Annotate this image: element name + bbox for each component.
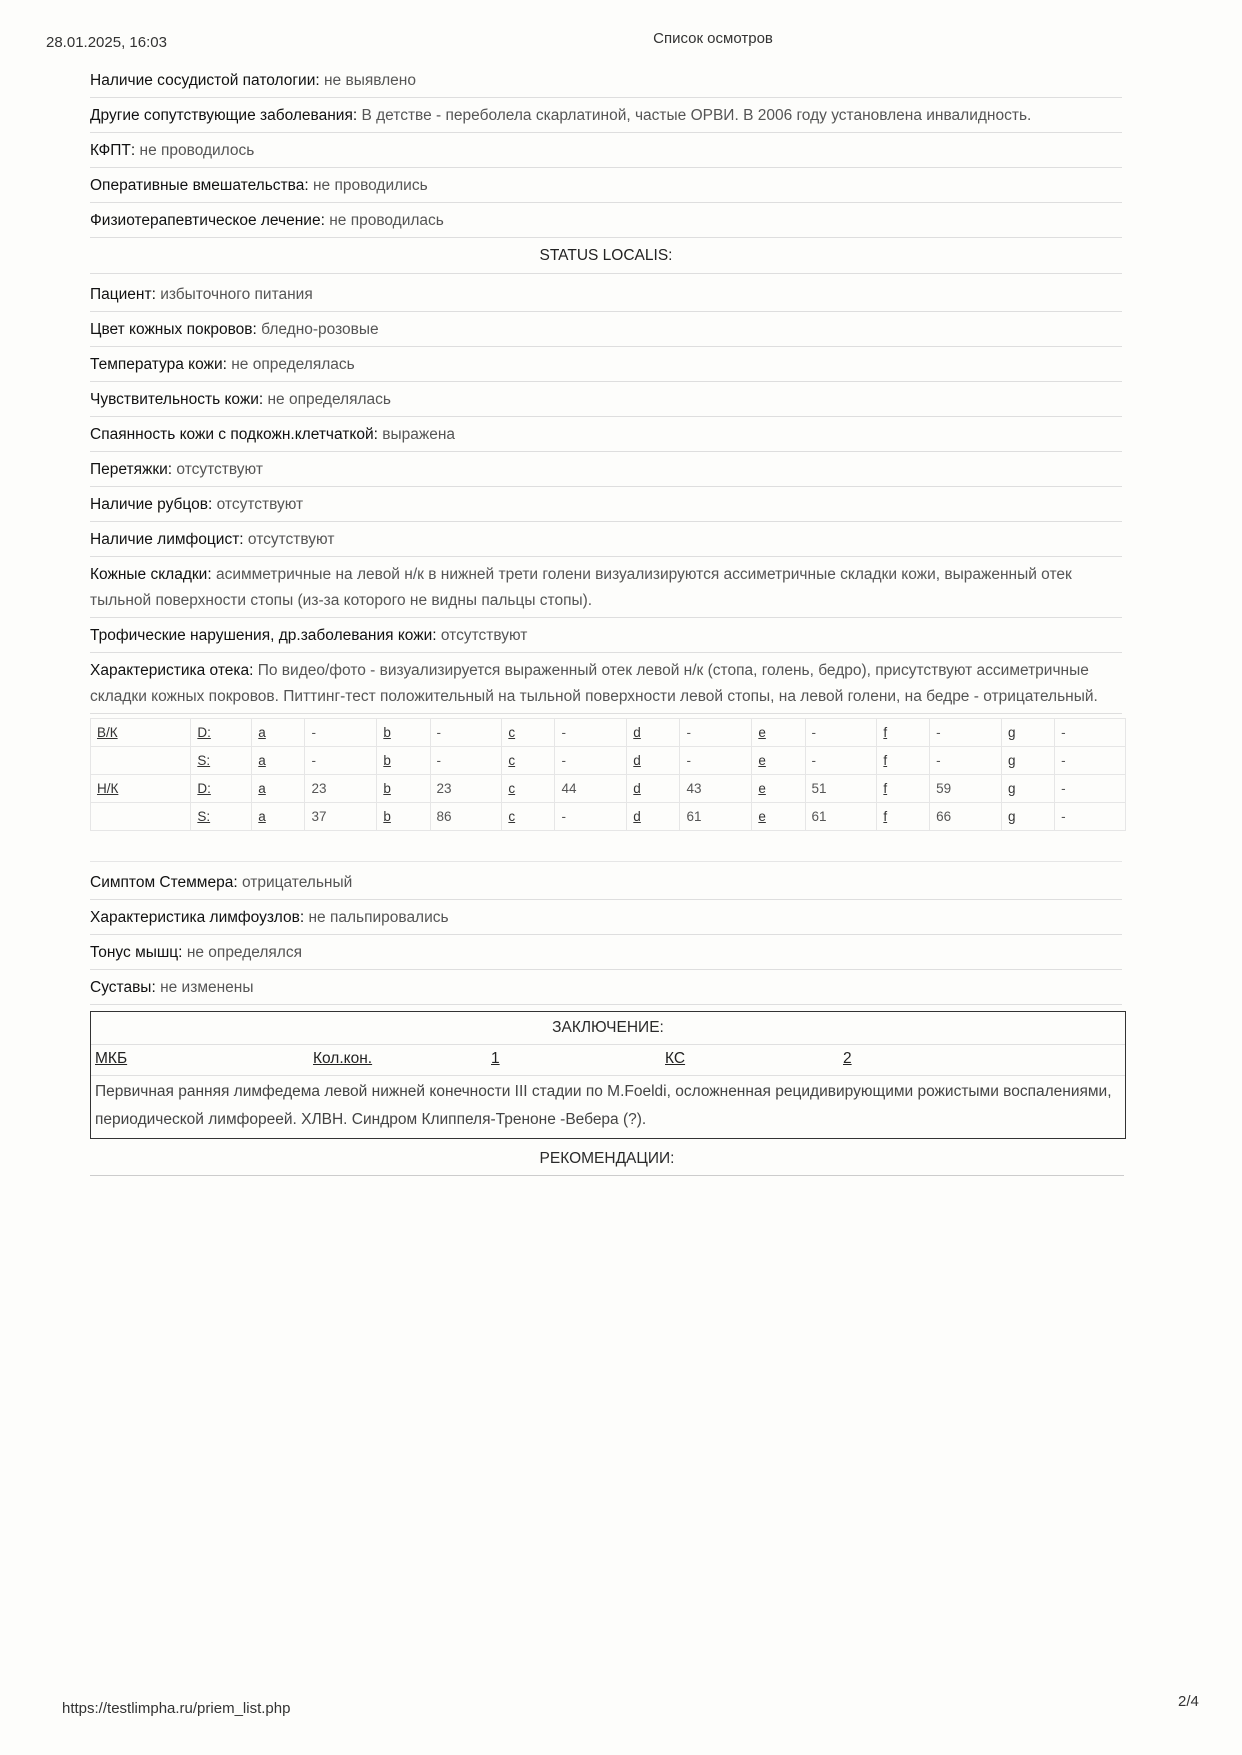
point-label: c <box>502 719 555 747</box>
conclusion-title: ЗАКЛЮЧЕНИЕ: <box>91 1012 1125 1045</box>
field-row <box>90 280 1122 312</box>
content <box>90 66 1122 1176</box>
status-fields <box>90 280 1122 714</box>
field-value: отсутствуют <box>440 627 528 644</box>
point-value: - <box>555 747 627 775</box>
field-value: избыточного питания <box>160 286 313 303</box>
point-label: f <box>877 803 930 831</box>
field-value: не пальпировались <box>308 909 449 926</box>
field-value: отсутствуют <box>216 496 304 513</box>
status-localis-heading: STATUS LOCALIS: <box>90 241 1122 274</box>
point-label: b <box>377 747 430 775</box>
field-value: не выявлено <box>323 72 416 89</box>
field-row <box>90 315 1122 347</box>
point-value: - <box>555 803 627 831</box>
limb-group: В/К <box>91 719 191 747</box>
field-label: Трофические нарушения, др.заболевания кожи: <box>90 627 437 644</box>
point-value: - <box>430 719 502 747</box>
field-row <box>90 101 1122 133</box>
point-value: - <box>805 747 877 775</box>
page-title: Список осмотров <box>653 30 773 47</box>
field-label: Наличие сосудистой патологии: <box>90 72 320 89</box>
field-row <box>90 136 1122 168</box>
measurement-row <box>91 803 1126 831</box>
point-value: - <box>555 719 627 747</box>
recommendations-heading: РЕКОМЕНДАЦИИ: <box>90 1145 1124 1176</box>
side-label: S: <box>191 803 252 831</box>
field-value: выражена <box>382 426 456 443</box>
bottom-fields <box>90 868 1122 1005</box>
field-row <box>90 938 1122 970</box>
field-value: не определялся <box>186 944 302 961</box>
field-label: Наличие рубцов: <box>90 496 213 513</box>
point-value: 37 <box>305 803 377 831</box>
field-label: Перетяжки: <box>90 461 173 478</box>
point-label: g <box>1001 747 1054 775</box>
point-value: - <box>1055 775 1126 803</box>
point-label: c <box>502 803 555 831</box>
field-label: Другие сопутствующие заболевания: <box>90 107 358 124</box>
field-label: Оперативные вмешательства: <box>90 177 309 194</box>
point-value: 23 <box>305 775 377 803</box>
point-label: a <box>252 719 305 747</box>
measurement-row <box>91 747 1126 775</box>
field-value: не изменены <box>160 979 254 996</box>
side-label: D: <box>191 775 252 803</box>
point-value: - <box>305 747 377 775</box>
kol-kon-label: Кол.кон. <box>313 1050 373 1067</box>
field-label: Характеристика лимфоузлов: <box>90 909 305 926</box>
point-value: 61 <box>805 803 877 831</box>
field-row <box>90 621 1122 653</box>
conclusion-box <box>90 1011 1126 1139</box>
point-value: 86 <box>430 803 502 831</box>
point-label: a <box>252 803 305 831</box>
conclusion-codes-row <box>91 1045 1125 1076</box>
measurement-row <box>91 775 1126 803</box>
limb-group: Н/К <box>91 775 191 803</box>
point-value: - <box>430 747 502 775</box>
point-value: - <box>1055 719 1126 747</box>
field-value: асимметричные на левой н/к в нижней трети голени визуализируются ассиметричные складки кожи, выраженный отек тыльной поверхности стопы (из-за которого не видны пальцы стопы). <box>90 566 1072 609</box>
field-value: не определялась <box>231 356 355 373</box>
field-row <box>90 490 1122 522</box>
top-fields <box>90 66 1122 238</box>
field-row <box>90 171 1122 203</box>
point-label: f <box>877 747 930 775</box>
field-row <box>90 973 1122 1005</box>
point-value: 23 <box>430 775 502 803</box>
point-value: - <box>1055 803 1126 831</box>
spacer <box>90 831 1122 862</box>
point-label: f <box>877 719 930 747</box>
point-value: - <box>805 719 877 747</box>
ks-label: КС <box>665 1050 686 1067</box>
point-value: 61 <box>680 803 752 831</box>
field-label: Суставы: <box>90 979 156 996</box>
field-value: В детстве - переболела скарлатиной, частые ОРВИ. В 2006 году установлена инвалидность. <box>361 107 1032 124</box>
point-label: e <box>752 775 805 803</box>
field-label: Температура кожи: <box>90 356 227 373</box>
field-value: По видео/фото - визуализируется выраженный отек левой н/к (стопа, голень, бедро), присутствуют ассиметричные складки кожных покровов. Питтинг-тест положительный на тыльной поверхности левой стопы, на левой голени, на бедре - отрицательный. <box>90 662 1098 705</box>
field-label: Характеристика отека: <box>90 662 254 679</box>
ks-value: 2 <box>843 1050 852 1067</box>
field-label: Наличие лимфоцист: <box>90 531 244 548</box>
point-label: d <box>627 747 680 775</box>
point-label: c <box>502 747 555 775</box>
field-label: Пациент: <box>90 286 156 303</box>
print-date: 28.01.2025, 16:03 <box>46 34 167 51</box>
point-label: d <box>627 775 680 803</box>
field-row <box>90 66 1122 98</box>
kol-kon-value: 1 <box>491 1050 500 1067</box>
field-row <box>90 206 1122 238</box>
point-label: c <box>502 775 555 803</box>
point-label: g <box>1001 775 1054 803</box>
field-value: бледно-розовые <box>261 321 379 338</box>
point-label: e <box>752 803 805 831</box>
point-label: d <box>627 803 680 831</box>
measurements-table <box>90 718 1126 831</box>
field-value: не определялась <box>267 391 391 408</box>
measurement-row <box>91 719 1126 747</box>
limb-group <box>91 803 191 831</box>
point-value: - <box>680 747 752 775</box>
point-value: 43 <box>680 775 752 803</box>
field-label: Кожные складки: <box>90 566 212 583</box>
point-label: d <box>627 719 680 747</box>
field-label: Спаянность кожи с подкожн.клетчаткой: <box>90 426 378 443</box>
point-value: - <box>930 747 1002 775</box>
side-label: S: <box>191 747 252 775</box>
conclusion-text: Первичная ранняя лимфедема левой нижней конечности III стадии по M.Foeldi, осложненная рецидивирующими рожистыми воспалениями, периодической лимфореей. ХЛВН. Синдром Клиппеля-Треноне -Вебера (?). <box>95 1083 1112 1128</box>
field-row <box>90 420 1122 452</box>
field-row <box>90 525 1122 557</box>
field-row <box>90 560 1122 618</box>
field-value: отсутствуют <box>176 461 263 478</box>
point-label: b <box>377 775 430 803</box>
field-label: КФПТ: <box>90 142 136 159</box>
page-number: 2/4 <box>1178 1693 1199 1710</box>
field-row <box>90 350 1122 382</box>
point-label: a <box>252 775 305 803</box>
limb-group <box>91 747 191 775</box>
field-label: Чувствительность кожи: <box>90 391 264 408</box>
point-label: e <box>752 719 805 747</box>
field-value: не проводилось <box>139 142 255 159</box>
field-label: Симптом Стеммера: <box>90 874 238 891</box>
point-value: 44 <box>555 775 627 803</box>
point-label: b <box>377 719 430 747</box>
field-row <box>90 903 1122 935</box>
field-row <box>90 656 1122 714</box>
field-row <box>90 385 1122 417</box>
field-value: отрицательный <box>241 874 353 891</box>
field-value: отсутствуют <box>247 531 335 548</box>
point-value: 66 <box>930 803 1002 831</box>
point-value: 59 <box>930 775 1002 803</box>
field-row <box>90 868 1122 900</box>
field-label: Физиотерапевтическое лечение: <box>90 212 325 229</box>
footer-url: https://testlimpha.ru/priem_list.php <box>62 1700 291 1717</box>
point-label: e <box>752 747 805 775</box>
point-value: 51 <box>805 775 877 803</box>
field-value: не проводились <box>312 177 428 194</box>
side-label: D: <box>191 719 252 747</box>
field-label: Тонус мышц: <box>90 944 183 961</box>
point-label: g <box>1001 719 1054 747</box>
point-label: g <box>1001 803 1054 831</box>
point-label: b <box>377 803 430 831</box>
field-row <box>90 455 1122 487</box>
point-label: f <box>877 775 930 803</box>
point-value: - <box>930 719 1002 747</box>
field-label: Цвет кожных покровов: <box>90 321 257 338</box>
point-label: a <box>252 747 305 775</box>
point-value: - <box>305 719 377 747</box>
mkb-label: МКБ <box>95 1050 128 1067</box>
field-value: не проводилась <box>329 212 444 229</box>
point-value: - <box>1055 747 1126 775</box>
point-value: - <box>680 719 752 747</box>
